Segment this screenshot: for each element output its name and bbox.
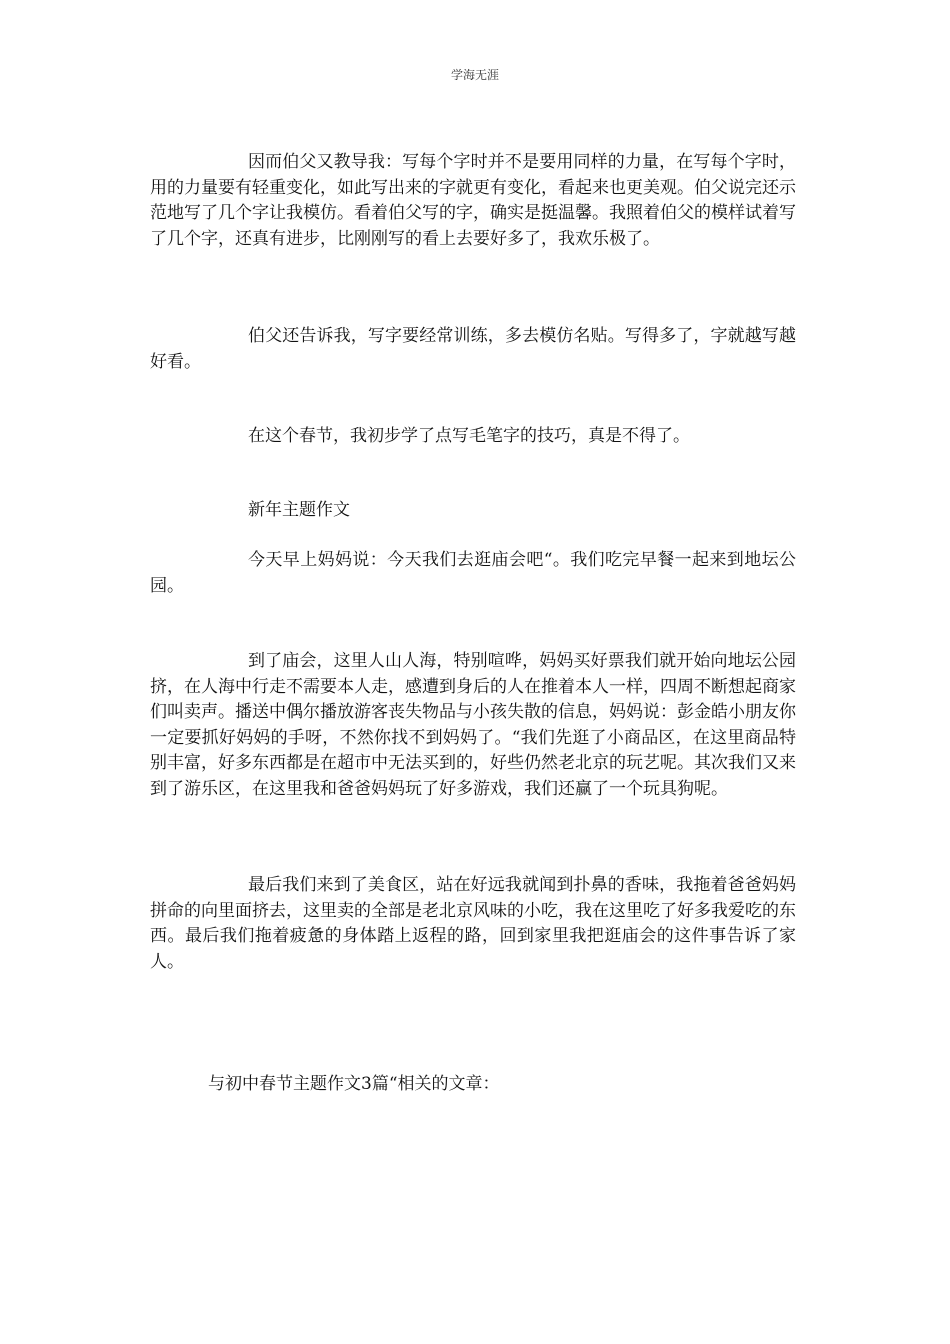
paragraph-food-area: 最后我们来到了美食区，站在好远我就闻到扑鼻的香味，我拖着爸爸妈妈拼命的向里面挤去，这里卖的全部是老北京风味的小吃，我在这里吃了好多我爱吃的东西。最后我们拖着疲惫的身体踏上返程的路，回到家里我把逛庙会的这件事告诉了家人。 (150, 875, 796, 972)
paragraph-spring-festival-summary: 在这个春节，我初步学了点写毛笔字的技巧，真是不得了。 (248, 426, 690, 446)
paragraph-temple-fair-intro: 今天早上妈妈说：今天我们去逛庙会吧“。我们吃完早餐一起来到地坛公园。 (150, 550, 796, 596)
section-title-new-year: 新年主题作文 (248, 500, 350, 520)
paragraph-practice-more: 伯父还告诉我，写字要经常训练，多去模仿名贴。写得多了，字就越写越好看。 (150, 326, 796, 372)
paragraph-temple-fair-crowd: 到了庙会，这里人山人海，特别喧哗，妈妈买好票我们就开始向地坛公园挤，在人海中行走不需要本人走，感遭到身后的人在推着本人一样，四周不断想起商家们叫卖声。播送中偶尔播放游客丧失物品与小孩失散的信息，妈妈说：彭金皓小朋友你一定要抓好妈妈的手呀，不然你找不到妈妈了。“我们先逛了小商品区，在这里商品特别丰富，好多东西都是在超市中无法买到的，好些仍然老北京的玩艺呢。其次我们又来到了游乐区，在这里我和爸爸妈妈玩了好多游戏，我们还赢了一个玩具狗呢。 (150, 651, 796, 799)
page-header: 学海无涯 (450, 68, 499, 82)
related-articles-link[interactable]: 与初中春节主题作文3篇“相关的文章： (208, 1074, 500, 1094)
paragraph-practice-advice: 因而伯父又教导我：写每个字时并不是要用同样的力量，在写每个字时，用的力量要有轻重变化，如此写出来的字就更有变化，看起来也更美观。伯父说完还示范地写了几个字让我模仿。看着伯父写的字，确实是挺温馨。我照着伯父的模样试着写了几个字，还真有进步，比刚刚写的看上去要好多了，我欢乐极了。 (150, 152, 796, 249)
